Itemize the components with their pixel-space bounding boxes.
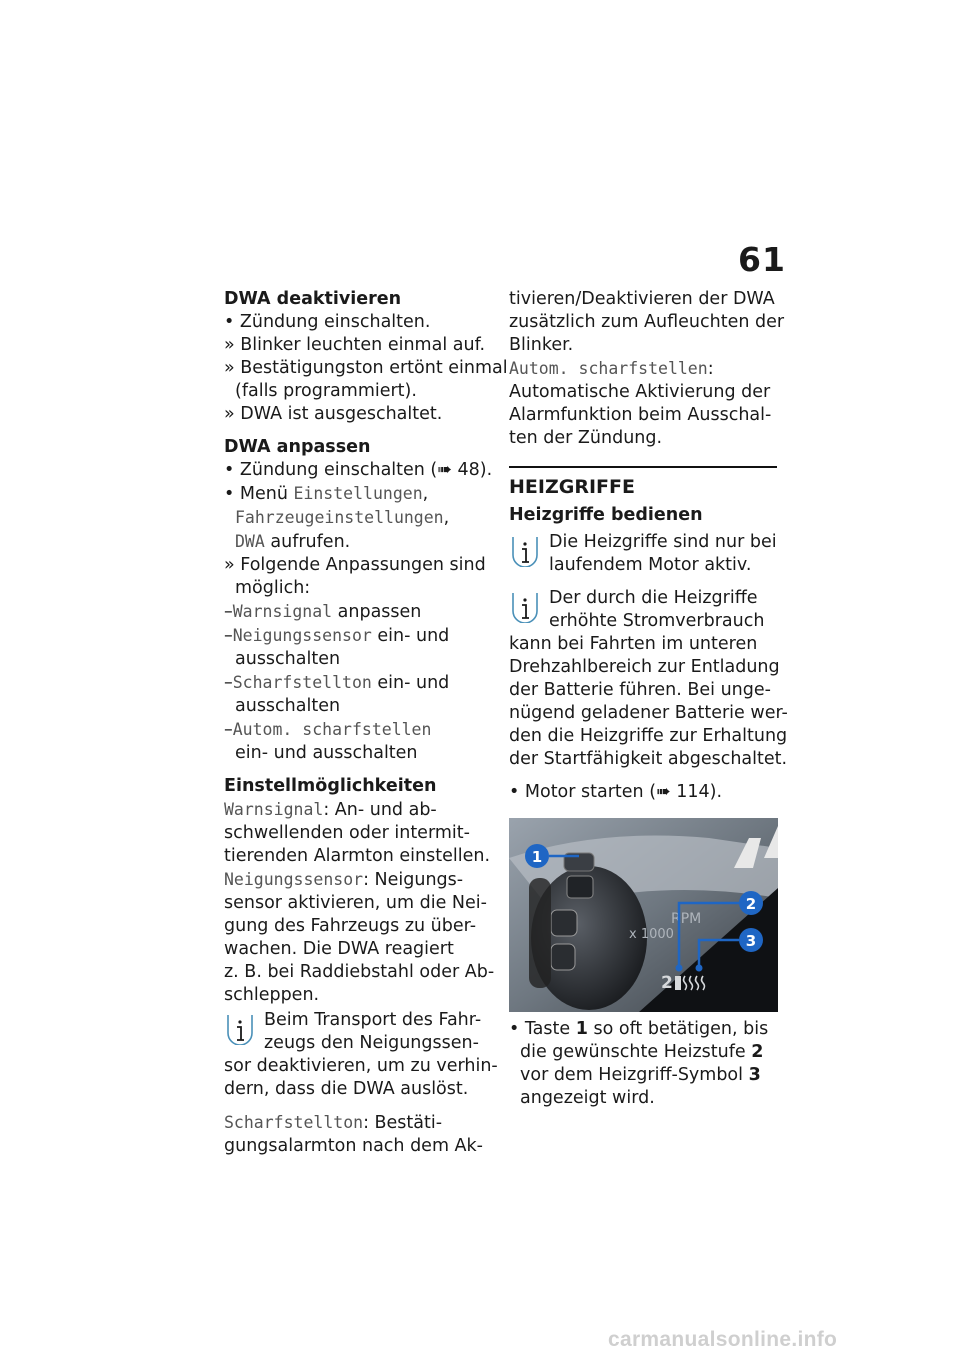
menu-path: Einstellungen	[293, 484, 423, 503]
option-line-cont: ausschalten	[235, 696, 341, 716]
paragraph-line: Automatische Aktivierung der	[509, 382, 771, 402]
option-line	[224, 624, 492, 648]
note-line: nügend geladener Batterie wer-	[509, 703, 788, 723]
page-number: 61	[738, 240, 786, 279]
text: ,	[443, 508, 450, 528]
text: • Menü	[224, 484, 294, 504]
option-line-cont: ausschalten	[235, 649, 341, 669]
callout-2: 2	[745, 895, 757, 913]
paragraph-line: schwellenden oder intermit-	[224, 823, 470, 843]
result-line-cont: (falls programmiert).	[235, 381, 417, 401]
info-icon	[509, 533, 543, 567]
step-line-cont: angezeigt wird.	[520, 1088, 655, 1108]
heading-dwa-anpassen: DWA anpassen	[224, 437, 371, 457]
paragraph-line	[224, 798, 492, 822]
note-line: laufendem Motor aktiv.	[549, 555, 752, 575]
text: aufrufen.	[264, 532, 351, 552]
paragraph-line: Alarmfunktion beim Ausschal-	[509, 405, 772, 425]
option-name: Neigungssensor	[224, 870, 364, 889]
right-column	[509, 288, 788, 1110]
callout-1: 1	[531, 848, 543, 866]
note-line: der Batterie führen. Bei unge-	[509, 680, 771, 700]
option-line	[224, 718, 492, 742]
menu-path: Fahrzeugeinstellungen	[235, 508, 444, 527]
handlebar-photo	[509, 818, 778, 1012]
text: : Neigungs-	[363, 870, 464, 890]
step-line: • Zündung einschalten (➠ 48).	[224, 460, 493, 480]
info-icon	[509, 589, 543, 623]
section-divider	[509, 466, 777, 468]
ref-number: 2	[751, 1042, 764, 1062]
paragraph-line	[224, 868, 492, 892]
heat-level-value: 2	[661, 973, 673, 993]
result-line-cont: möglich:	[235, 578, 311, 598]
paragraph-line: wachen. Die DWA reagiert	[224, 939, 454, 959]
option-name: Warnsignal	[232, 602, 333, 621]
dash: –	[224, 673, 233, 693]
ref-number: 3	[748, 1065, 761, 1085]
note-line: den die Heizgriffe zur Erhaltung	[509, 726, 788, 746]
section-title: HEIZGRIFFE	[509, 476, 635, 498]
info-note	[509, 531, 779, 577]
paragraph-line: gungsalarmton nach dem Ak-	[224, 1136, 483, 1156]
step-line	[509, 1018, 779, 1041]
paragraph-line	[509, 357, 779, 381]
step-line: • Zündung einschalten.	[224, 312, 431, 332]
step-line-cont	[509, 1064, 779, 1087]
result-line: » Bestätigungston ertönt einmal	[224, 358, 508, 378]
text: :	[707, 359, 714, 379]
sub-heading: Heizgriffe bedienen	[509, 505, 703, 525]
step-line	[224, 482, 492, 506]
option-line	[224, 671, 492, 695]
note-line: zeugs den Neigungssen-	[264, 1033, 479, 1053]
option-line-cont: ein- und ausschalten	[235, 743, 418, 763]
left-column	[224, 288, 508, 1158]
paragraph-line: z. B. bei Raddiebstahl oder Ab-	[224, 962, 495, 982]
text: ,	[422, 484, 429, 504]
paragraph-line: sensor aktivieren, um die Nei-	[224, 893, 487, 913]
option-name: Scharfstellton	[224, 1113, 364, 1132]
paragraph-line: tierenden Alarmton einstellen.	[224, 846, 491, 866]
dash: –	[224, 626, 233, 646]
dash: –	[224, 720, 233, 740]
text: : An- und ab-	[323, 800, 437, 820]
rpm-label: RPM	[671, 911, 702, 927]
option-name: Autom. scharfstellen	[509, 359, 708, 378]
result-line: » Folgende Anpassungen sind	[224, 555, 486, 575]
info-icon	[224, 1011, 258, 1045]
result-line: » Blinker leuchten einmal auf.	[224, 335, 486, 355]
handlebar-illustration	[509, 818, 778, 1012]
paragraph-line	[224, 1111, 492, 1135]
note-line: Der durch die Heizgriffe	[549, 588, 758, 608]
text: • Taste	[509, 1019, 576, 1039]
ref-number: 1	[575, 1019, 588, 1039]
note-line: dern, dass die DWA auslöst.	[224, 1079, 469, 1099]
paragraph-line: zusätzlich zum Aufleuchten der	[509, 312, 785, 332]
callout-3: 3	[745, 932, 757, 950]
menu-path: DWA	[235, 532, 265, 551]
text: ein- und	[371, 626, 450, 646]
info-note	[224, 1009, 498, 1101]
text: so oft betätigen, bis	[587, 1019, 769, 1039]
option-name: Neigungssensor	[232, 626, 372, 645]
note-line: Drehzahlbereich zur Entladung	[509, 657, 780, 677]
paragraph-line: ten der Zündung.	[509, 428, 663, 448]
text: anpassen	[332, 602, 422, 622]
footer-watermark: carmanualsonline.info	[608, 1328, 838, 1351]
paragraph-line: Blinker.	[509, 335, 574, 355]
option-name: Autom. scharfstellen	[232, 720, 432, 739]
step-line-cont	[509, 1041, 779, 1064]
note-line: der Startfähigkeit abgeschaltet.	[509, 749, 788, 769]
dash: –	[224, 602, 233, 622]
note-line: Beim Transport des Fahr-	[264, 1010, 482, 1030]
note-line: erhöhte Stromverbrauch	[549, 611, 765, 631]
option-line	[224, 600, 492, 624]
option-name: Scharfstellton	[232, 673, 372, 692]
heading-einstellmoeglichkeiten: Einstellmöglichkeiten	[224, 776, 437, 796]
text: vor dem Heizgriff-Symbol	[520, 1065, 749, 1085]
note-line: kann bei Fahrten im unteren	[509, 634, 758, 654]
paragraph-line: schleppen.	[224, 985, 320, 1005]
paragraph-line: gung des Fahrzeugs zu über-	[224, 916, 477, 936]
step-line: • Motor starten (➠ 114).	[509, 782, 723, 802]
info-note	[509, 587, 788, 771]
text: ein- und	[371, 673, 450, 693]
text: : Bestäti-	[363, 1113, 443, 1133]
heading-dwa-deaktivieren: DWA deaktivieren	[224, 289, 402, 309]
note-line: Die Heizgriffe sind nur bei	[549, 532, 777, 552]
option-name: Warnsignal	[224, 800, 324, 819]
step-line-cont	[224, 506, 492, 530]
paragraph-line: tivieren/Deaktivieren der DWA	[509, 289, 775, 309]
text: die gewünschte Heizstufe	[520, 1042, 752, 1062]
note-line: sor deaktivieren, um zu verhin-	[224, 1056, 498, 1076]
x1000-label: x 1000	[629, 927, 674, 942]
result-line: » DWA ist ausgeschaltet.	[224, 404, 443, 424]
step-line-cont	[224, 530, 492, 554]
